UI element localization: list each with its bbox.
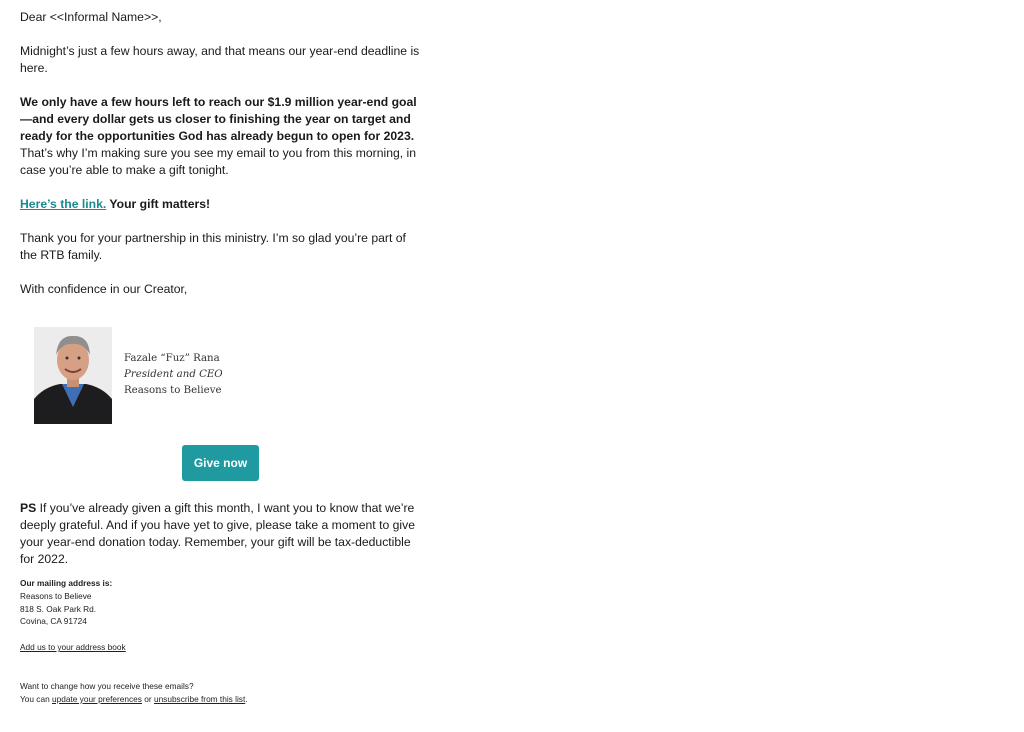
you-can-text: You can [20,693,52,704]
signature-org: Reasons to Believe [124,385,222,396]
or-text: or [141,693,154,704]
preferences-line [20,693,420,706]
unsubscribe-link[interactable]: unsubscribe from this list [153,693,246,704]
goal-rest-text: That’s why I’m making sure you see my email to you from this morning, in case you’re able to make a gift tonight. [20,146,417,177]
paragraph-thanks: Thank you for your partnership in this ministry. I’m so glad you’re part of the RTB family. [20,231,406,262]
postscript [20,500,425,568]
donation-link[interactable]: Here’s the link. [20,197,107,211]
paragraph-goal [20,94,425,179]
closing: With confidence in our Creator, [20,282,188,296]
signature-photo [34,327,112,424]
paragraph-deadline: Midnight’s just a few hours away, and that means our year-end deadline is here. [20,44,420,75]
address-city: Covina, CA 91724 [20,616,87,627]
signature-name: Fazale “Fuz” Rana [124,353,220,364]
greeting: Dear <<Informal Name>>, [20,10,162,24]
mailing-address-label: Our mailing address is: [20,578,113,588]
portrait-image [34,327,112,424]
gift-matters-text: Your gift matters! [106,197,211,211]
add-address-book-link[interactable]: Add us to your address book [20,642,126,653]
email-footer [20,577,420,706]
signature-block [124,351,223,399]
goal-bold-text: We only have a few hours left to reach our $1.9 million year-end goal—and every dollar gets us closer to finishing the year on target and ready for the opportunities God has already begun to open for 2023. [20,95,417,143]
email-body [20,9,425,315]
update-preferences-link[interactable]: update your preferences [52,693,142,704]
change-emails-question: Want to change how you receive these emails? [20,680,194,691]
address-street: 818 S. Oak Park Rd. [20,603,97,614]
signature-title: President and CEO [124,369,223,380]
give-now-button[interactable]: Give now [182,445,259,481]
paragraph-link [20,196,425,213]
ps-text: If you’ve already given a gift this month, I want you to know that we’re deeply grateful. And if you have yet to give, please take a moment to give your year-end donation today. Remember, your gift will be tax-deductible for 2022. [20,501,415,566]
address-org: Reasons to Believe [20,590,92,601]
period-text: . [245,693,248,704]
ps-label: PS [20,501,37,515]
